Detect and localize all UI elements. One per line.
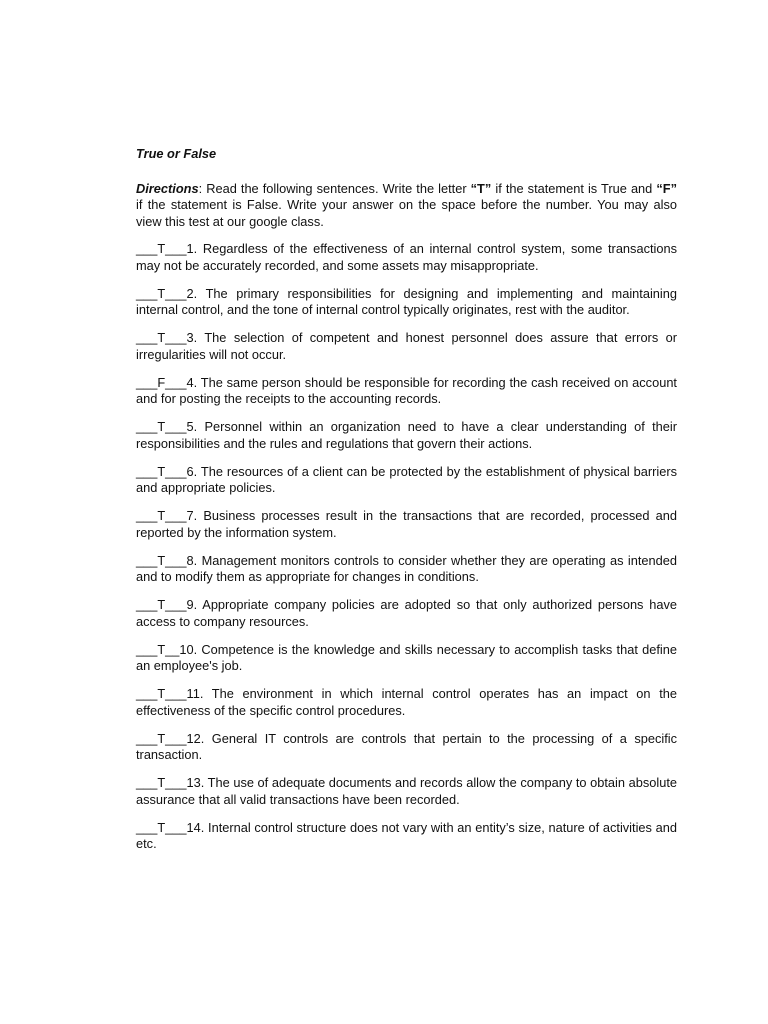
question-text: 2. The primary responsibilities for designing and implementing and maintaining internal control, and the tone of internal control typically originates, rest with the auditor. — [136, 285, 677, 317]
question-item — [136, 419, 677, 452]
question-item — [136, 775, 677, 808]
answer-blank[interactable]: ___T___ — [136, 775, 187, 790]
question-item — [136, 286, 677, 319]
true-letter: “T” — [470, 180, 492, 196]
answer-blank[interactable]: ___T___ — [136, 819, 187, 835]
question-text: 3. The selection of competent and honest personnel does assure that errors or irregularities will not occur. — [136, 330, 677, 362]
answer-blank[interactable]: ___T___ — [136, 241, 187, 256]
question-text: 8. Management monitors controls to consider whether they are operating as intended and to modify them as appropriate for changes in conditions. — [136, 552, 677, 584]
answer-blank[interactable]: ___T___ — [136, 508, 187, 523]
question-text: 7. Business processes result in the transactions that are recorded, processed and reported by the information system. — [136, 508, 677, 540]
question-text: 14. Internal control structure does not vary with an entity’s size, nature of activities and etc. — [136, 819, 677, 851]
answer-blank[interactable]: ___T___ — [136, 597, 187, 612]
answer-blank[interactable]: ___T___ — [136, 330, 187, 345]
question-text: 6. The resources of a client can be protected by the establishment of physical barriers and appropriate policies. — [136, 463, 677, 495]
question-text: 11. The environment in which internal control operates has an impact on the effectiveness of the specific control procedures. — [136, 686, 677, 718]
directions-label: Directions — [136, 180, 199, 196]
answer-blank[interactable]: ___T___ — [136, 730, 187, 746]
question-text: 12. General IT controls are controls that pertain to the processing of a specific transaction. — [136, 730, 677, 762]
question-item — [136, 553, 677, 586]
question-item — [136, 330, 677, 363]
answer-blank[interactable]: ___T___ — [136, 419, 187, 434]
false-letter: “F” — [656, 180, 677, 196]
answer-blank[interactable]: ___F___ — [136, 374, 187, 390]
directions-paragraph — [136, 181, 677, 231]
question-item — [136, 686, 677, 719]
question-text: 13. The use of adequate documents and records allow the company to obtain absolute assurance that all valid transactions have been recorded. — [136, 775, 677, 807]
answer-blank[interactable]: ___T___ — [136, 552, 187, 568]
answer-blank[interactable]: ___T___ — [136, 285, 187, 301]
question-item — [136, 820, 677, 853]
question-text: 10. Competence is the knowledge and skills necessary to accomplish tasks that define an employee's job. — [136, 641, 677, 673]
directions-text-2: if the statement is True and — [491, 180, 657, 196]
question-item — [136, 642, 677, 675]
document-title: True or False — [136, 146, 217, 161]
question-item — [136, 508, 677, 541]
question-text: 4. The same person should be responsible for recording the cash received on account and for posting the receipts to the accounting records. — [136, 374, 677, 406]
question-item — [136, 375, 677, 408]
question-item — [136, 731, 677, 764]
question-item — [136, 464, 677, 497]
question-text: 1. Regardless of the effectiveness of an internal control system, some transactions may not be accurately recorded, and some assets may misappropriate. — [136, 241, 677, 273]
question-text: 5. Personnel within an organization need to have a clear understanding of their responsibilities and the rules and regulations that govern their actions. — [136, 419, 677, 451]
answer-blank[interactable]: ___T__ — [136, 641, 180, 657]
answer-blank[interactable]: ___T___ — [136, 686, 187, 701]
directions-text-1: : Read the following sentences. Write the letter — [198, 180, 471, 196]
question-item — [136, 241, 677, 274]
document-page — [136, 146, 677, 864]
directions-text-3: if the statement is False. Write your answer on the space before the number. You may also view this test at our google class. — [136, 197, 677, 229]
question-item — [136, 597, 677, 630]
answer-blank[interactable]: ___T___ — [136, 463, 187, 479]
question-text: 9. Appropriate company policies are adopted so that only authorized persons have access to company resources. — [136, 597, 677, 629]
